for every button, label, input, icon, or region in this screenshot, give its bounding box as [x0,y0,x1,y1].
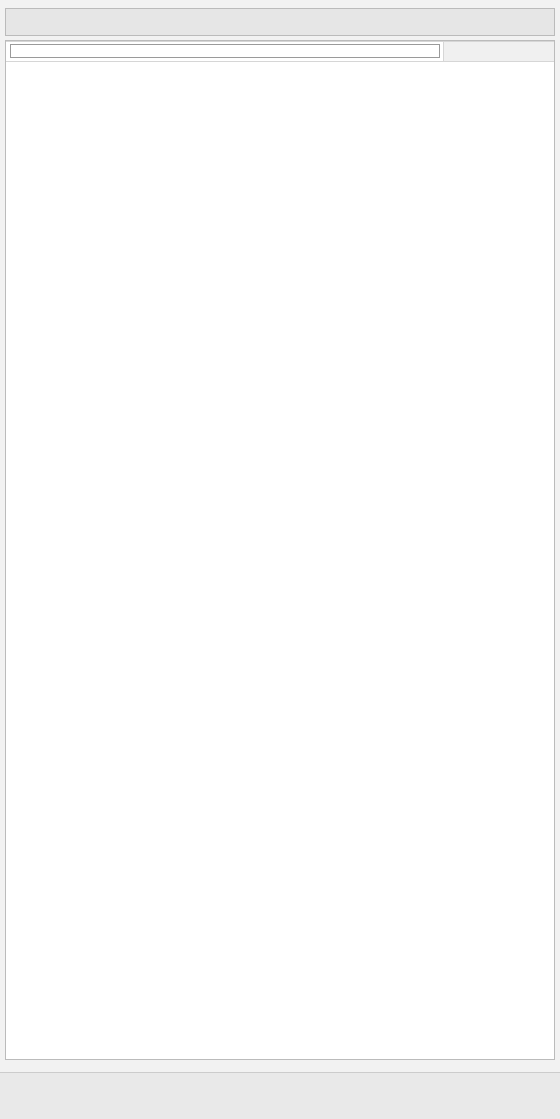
description-row [6,41,554,42]
page-title [5,8,555,36]
legal-name-field[interactable] [10,44,440,58]
footer-bar [0,1072,560,1119]
legal-name-row [6,41,554,62]
tender-details-panel [5,40,555,1060]
description-text [8,41,442,42]
legal-name-label [443,41,554,61]
